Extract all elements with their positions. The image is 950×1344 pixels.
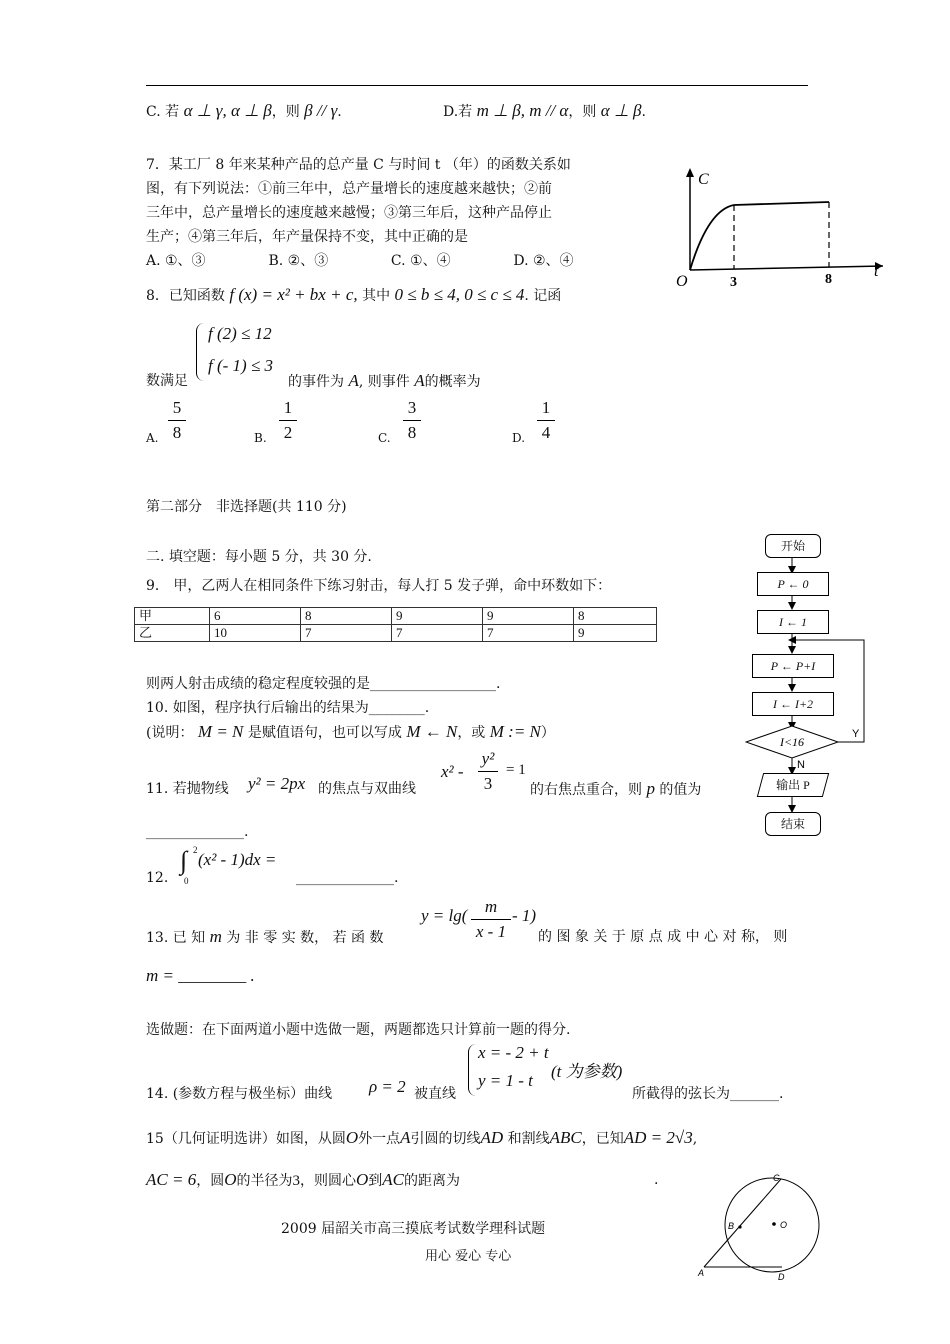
- optional-header: 选做题：在下面两道小题中选做一题，两题都选只计算前一题的得分.: [146, 1022, 571, 1038]
- graph-tick-3: 3: [730, 275, 737, 290]
- q15-end: .: [654, 1172, 659, 1188]
- q12-blank: ______________.: [296, 870, 399, 886]
- table-row: 甲 6 8 9 9 8: [135, 608, 657, 625]
- flow-p0: P ← 0: [757, 572, 829, 596]
- flow-pp: P ← P+I: [752, 654, 834, 678]
- q8-opt-b-label: B.: [254, 431, 267, 445]
- q8-sys1: f (2) ≤ 12: [208, 324, 272, 343]
- q9-table: [134, 607, 657, 642]
- q15-figure: [690, 1170, 840, 1282]
- q15-line2: AC = 6，圆O的半径为3，则圆心O到AC的距离为: [146, 1170, 460, 1189]
- part2-heading: 第二部分 非选择题(共 110 分): [146, 499, 347, 515]
- q12-label: 12.: [146, 870, 169, 886]
- flow-end: 结束: [765, 812, 821, 836]
- q8-brace: [196, 323, 207, 381]
- option-c: C. 若 α ⊥ γ, α ⊥ β，则 β // γ.: [146, 101, 342, 120]
- q8-opt-d-frac: 1 4: [537, 397, 555, 444]
- q12-integral: ∫: [180, 846, 188, 875]
- q9-text: 9． 甲，乙两人在相同条件下练习射击，每人打 5 发子弹，命中环数如下：: [146, 578, 612, 594]
- q14-a: 14. (参数方程与极坐标）曲线: [146, 1086, 333, 1102]
- q8-opt-c-frac: 3 8: [403, 397, 421, 444]
- q8-line2a: 数满足: [146, 373, 188, 389]
- q8-opt-a-label: A.: [146, 431, 159, 445]
- flow-yes: Y: [852, 728, 860, 740]
- flow-ii: I ← I+2: [752, 692, 834, 716]
- fig-c: C: [773, 1173, 780, 1183]
- graph-origin: O: [676, 273, 688, 290]
- fig-a: A: [698, 1268, 705, 1278]
- q8-opt-a-frac: 5 8: [168, 397, 186, 444]
- q13-lhs: y = lg(: [421, 906, 468, 925]
- q8-sys2: f (- 1) ≤ 3: [208, 356, 274, 375]
- fig-b: B: [728, 1221, 735, 1231]
- q11-parabola: y² = 2px: [248, 774, 306, 793]
- q13-frac: m x - 1: [471, 896, 511, 943]
- fill-header: 二. 填空题：每小题 5 分，共 30 分.: [146, 549, 372, 565]
- table-row: 乙 10 7 7 7 9: [135, 625, 657, 642]
- q13-c: 的 图 象 关 于 原 点 成 中 心 对 称， 则: [538, 929, 788, 945]
- flow-output: 输出 P: [757, 773, 829, 797]
- q11-x2: x² -: [441, 762, 464, 781]
- flow-start: 开始: [765, 534, 821, 558]
- q10-text: 10. 如图，程序执行后输出的结果为________.: [146, 700, 430, 716]
- option-d: D.若 m ⊥ β, m // α，则 α ⊥ β.: [443, 101, 646, 120]
- q9-ask: 则两人射击成绩的稳定程度较强的是__________________.: [146, 676, 501, 692]
- fig-d: D: [778, 1272, 785, 1282]
- q12-upper: 2: [193, 845, 198, 855]
- q11-eq1: = 1: [506, 762, 526, 778]
- q13-answer: m = ________ .: [146, 966, 255, 985]
- q11-a: 11. 若抛物线: [146, 781, 229, 797]
- q8-line1: 8．已知函数 f (x) = x² + bx + c, 其中 0 ≤ b ≤ 4, 0 ≤ c ≤ 4. 记函: [146, 285, 562, 304]
- fig-o: O: [780, 1220, 788, 1230]
- q7-graph: [668, 162, 898, 292]
- q12-expr: (x² - 1)dx =: [198, 850, 277, 869]
- q8-opt-b-frac: 1 2: [279, 397, 297, 444]
- q14-param: (t 为参数): [551, 1062, 623, 1081]
- q8-opt-d-label: D.: [512, 431, 526, 445]
- q7-text: 7．某工厂 8 年来某种产品的总产量 C 与时间 t （年）的函数关系如 图，有下列说法：①前三年中，总产量增长的速度越来越快；②前 三年中，总产量增长的速度越来越慢；③第三年后，这种产品停止 生产；④第三年后，年产量保持不变，其中正确的是: [146, 157, 571, 245]
- q14-sys-y: y = 1 - t: [478, 1071, 533, 1090]
- q13-rhs: - 1): [512, 906, 537, 925]
- q11-frac: y² 3: [478, 748, 498, 795]
- q12-lower: 0: [184, 876, 189, 886]
- flow-i1: I ← 1: [757, 610, 829, 634]
- q10-note: (说明： M = N 是赋值语句，也可以写成 M ← N，或 M := N）: [146, 722, 555, 741]
- q8-line2: 的事件为 A, 则事件 A的概率为: [288, 371, 481, 390]
- top-rule: [146, 85, 808, 86]
- q11-b: 的焦点与双曲线: [318, 781, 416, 797]
- graph-y-label: C: [698, 171, 709, 188]
- q11-blank: ______________.: [146, 824, 249, 840]
- graph-tick-8: 8: [825, 272, 832, 287]
- q7-options: A. ①、③ B. ②、③ C. ①、④ D. ②、④: [146, 253, 574, 269]
- q15-line1: 15（几何证明选讲）如图，从圆O外一点A引圆的切线AD 和割线ABC，已知AD = 2√3,: [146, 1128, 698, 1147]
- q8-opt-c-label: C.: [378, 431, 391, 445]
- q11-c: 的右焦点重合，则 p 的值为: [530, 779, 702, 798]
- q14-c: 所截得的弦长为_______.: [632, 1086, 784, 1102]
- flow-no: N: [797, 759, 805, 771]
- flow-cond: I<16: [779, 735, 805, 749]
- q14-brace: [468, 1044, 477, 1096]
- q14-rho: ρ = 2: [369, 1077, 406, 1096]
- footer-motto: 用心 爱心 专心: [425, 1249, 512, 1264]
- q14-b: 被直线: [414, 1086, 456, 1102]
- graph-x-label: t: [874, 263, 879, 280]
- q14-sys-x: x = - 2 + t: [478, 1043, 549, 1062]
- q13-a: 13. 已 知 m 为 非 零 实 数， 若 函 数: [146, 927, 384, 946]
- footer-title: 2009 届韶关市高三摸底考试数学理科试题: [281, 1221, 546, 1237]
